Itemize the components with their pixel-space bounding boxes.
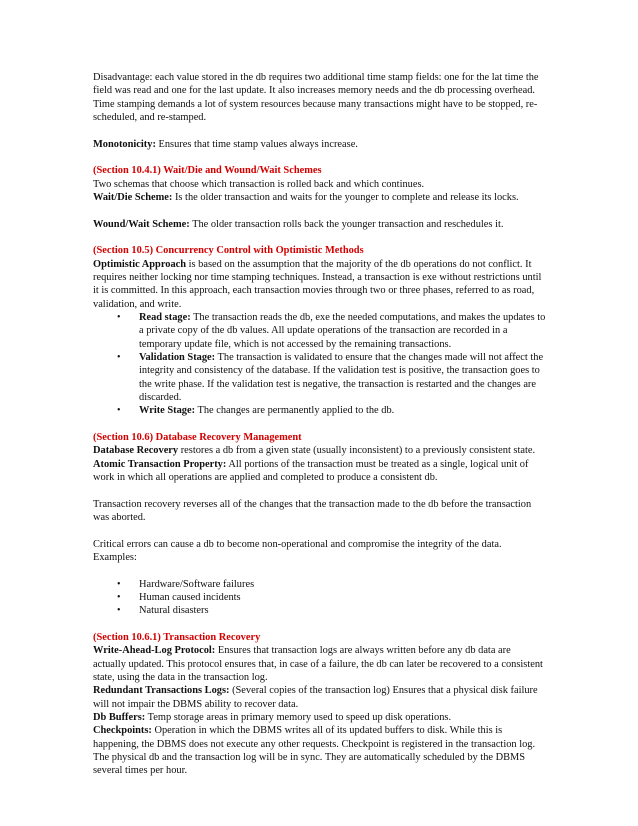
atomic-term: Atomic Transaction Property:: [93, 458, 227, 470]
bullet-icon: •: [117, 352, 121, 364]
list-item: [117, 404, 546, 417]
db-recovery-term: Database Recovery: [93, 445, 179, 457]
list-item: [117, 311, 546, 351]
db-buffers-paragraph: [93, 711, 546, 724]
critical-errors-paragraph: Critical errors can cause a db to become non-operational and compromise the integrity of the data. Examples:: [93, 538, 502, 564]
checkpoints-text: Operation in which the DBMS writes all of its updated buffers to disk. While this is happening, the DBMS does not execute any other requests. Checkpoint is registered in the transaction log. The physical db and the transaction log will be in sync. They are automatically scheduled by the DBMS several times per hour.: [93, 725, 536, 777]
wound-wait-paragraph: [93, 218, 546, 231]
transaction-recovery-paragraph: Transaction recovery reverses all of the changes that the transaction made to the db before the transaction was aborted.: [93, 498, 532, 524]
phase-term: Write Stage:: [139, 405, 196, 417]
example-text: Human caused incidents: [139, 592, 241, 604]
wait-die-paragraph: [93, 191, 546, 204]
checkpoints-paragraph: [93, 724, 546, 777]
monotonicity-paragraph: [93, 138, 546, 151]
atomic-text: All portions of the transaction must be treated as a single, logical unit of work in which all operations are applied and completed to produce a consistent db.: [93, 458, 529, 484]
wal-term: Write-Ahead-Log Protocol:: [93, 645, 216, 657]
db-recovery-paragraph: [93, 444, 546, 457]
list-item: [117, 351, 546, 404]
optimistic-text: is based on the assumption that the majority of the db operations do not conflict. It requires neither locking nor time stamping techniques. Instead, a transaction is exe without restrictions until it is committed. In this approach, each transaction movies through two or three phases, referred to as road, validation, and write.: [93, 258, 542, 310]
example-text: Hardware/Software failures: [139, 578, 255, 590]
phase-text: The transaction reads the db, exe the needed computations, and makes the updates to a private copy of the db values. All update operations of the transaction are recorded in a temporary update file, which is not accessed by the remaining transactions.: [139, 312, 546, 350]
db-recovery-text: restores a db from a given state (usually inconsistent) to a previously consistent state.: [178, 445, 536, 457]
section-heading-recovery: (Section 10.6) Database Recovery Management: [93, 432, 302, 444]
optimistic-term: Optimistic Approach: [93, 258, 187, 270]
phase-text: The transaction is validated to ensure that the changes made will not affect the integrity and consistency of the database. If the validation test is positive, the transaction goes to the write phase. If the validation test is negative, the transaction is restarted and the changes are discarded.: [139, 352, 544, 404]
phase-term: Read stage:: [139, 312, 191, 323]
wound-wait-term: Wound/Wait Scheme:: [93, 218, 190, 230]
redundant-logs-term: Redundant Transactions Logs:: [93, 685, 230, 697]
monotonicity-text: Ensures that time stamp values always increase.: [155, 138, 358, 150]
wound-wait-text: The older transaction rolls back the younger transaction and reschedules it.: [189, 218, 504, 230]
wal-text: Ensures that transaction logs are always written before any db data are actually updated. This protocol ensures that, in case of a failure, the db can later be recovered to a consistent state, using the data in the transaction log.: [93, 645, 543, 684]
list-item: [117, 578, 546, 591]
monotonicity-term: Monotonicity:: [93, 138, 156, 150]
section-heading-transaction-recovery: (Section 10.6.1) Transaction Recovery: [93, 632, 261, 644]
wait-die-term: Wait/Die Scheme:: [93, 192, 173, 203]
wal-paragraph: [93, 644, 546, 684]
disadvantage-paragraph: Disadvantage: each value stored in the db requires two additional time stamp fields: one for the lat time the field was read and one for the last update. It also increases memory needs and the db processing overhead. Time stamping demands a lot of system resources because many transactions might have to be stopped, re-scheduled, and re-stamped.: [93, 72, 539, 124]
phase-text: The changes are permanently applied to the db.: [195, 405, 395, 417]
db-buffers-text: Temp storage areas in primary memory used to speed up disk operations.: [145, 712, 452, 724]
redundant-logs-paragraph: [93, 684, 546, 711]
examples-list: [93, 578, 546, 618]
list-item: [117, 604, 546, 617]
wait-die-intro: Two schemas that choose which transaction is rolled back and which continues.: [93, 178, 425, 190]
phases-list: [93, 311, 546, 418]
wait-die-text: Is the older transaction and waits for the younger to complete and release its locks.: [172, 192, 519, 203]
db-buffers-term: Db Buffers:: [93, 712, 146, 724]
bullet-icon: •: [117, 592, 121, 604]
atomic-paragraph: [93, 458, 546, 485]
section-heading-optimistic: (Section 10.5) Concurrency Control with Optimistic Methods: [93, 245, 364, 257]
phase-term: Validation Stage:: [139, 352, 216, 364]
optimistic-paragraph: [93, 258, 546, 311]
example-text: Natural disasters: [139, 605, 209, 617]
redundant-logs-text: (Several copies of the transaction log) Ensures that a physical disk failure will not impair the DBMS ability to recover data.: [93, 685, 538, 710]
bullet-icon: •: [117, 578, 121, 590]
section-heading-wait-die: (Section 10.4.1) Wait/Die and Wound/Wait Schemes: [93, 165, 322, 177]
bullet-icon: •: [117, 605, 121, 617]
checkpoints-term: Checkpoints:: [93, 725, 152, 737]
bullet-icon: •: [117, 312, 121, 323]
bullet-icon: •: [117, 405, 121, 417]
list-item: [117, 591, 546, 604]
